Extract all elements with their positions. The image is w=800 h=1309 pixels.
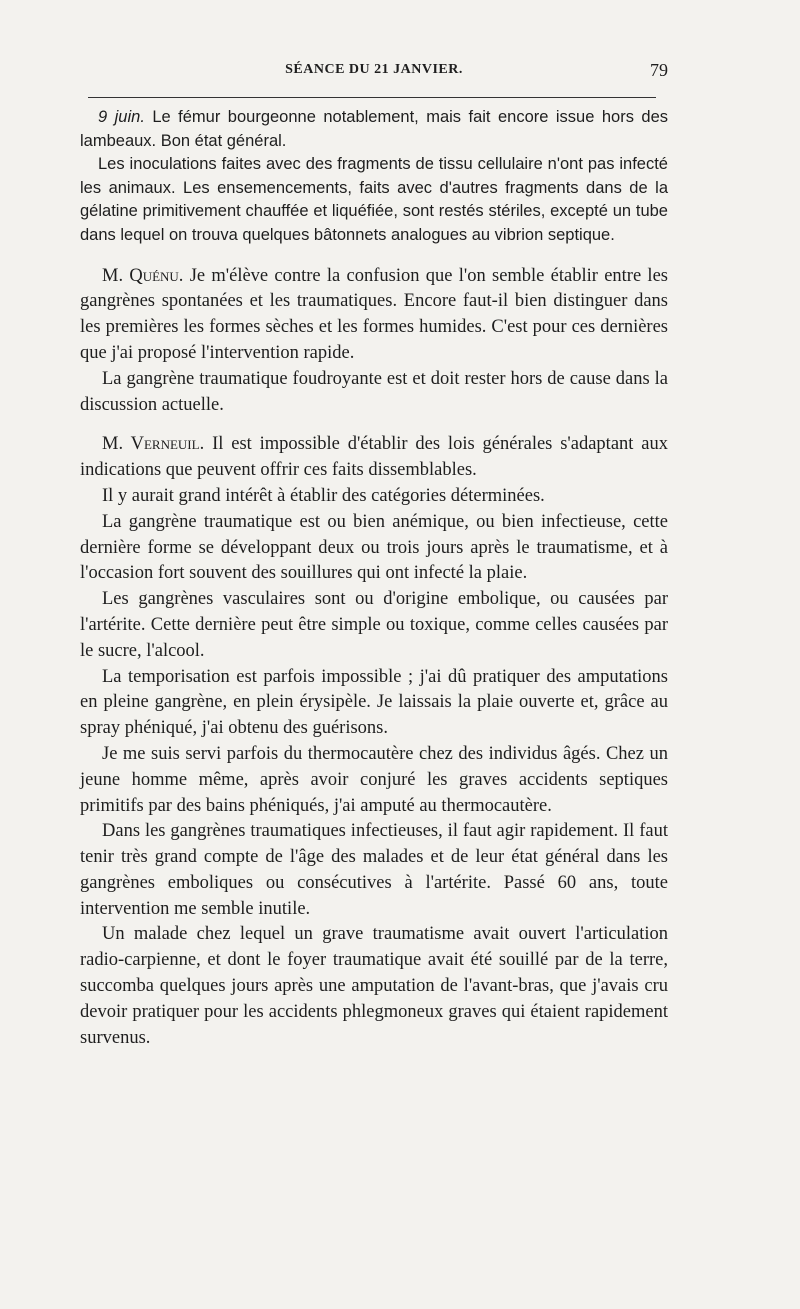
observation-paragraph [80, 106, 668, 153]
quenu-paragraph-1 [80, 264, 668, 367]
verneuil-paragraph-7: Dans les gangrènes traumatiques infectieuses, il faut agir rapidement. Il faut tenir très grand compte de l'âge des malades et de leur état général dans les gangrènes emboliques ou consécutives à l'artérite. Passé 60 ans, toute intervention me semble inutile. [80, 821, 668, 919]
verneuil-paragraph-2: Il y aurait grand intérêt à établir des catégories déterminées. [102, 485, 545, 506]
verneuil-text-1: Il est impossible d'établir des lois générales s'adaptant aux indications que peuvent offrir ces faits dissemblables. [80, 434, 669, 481]
verneuil-paragraph-5: La temporisation est parfois impossible ; j'ai dû pratiquer des amputations en pleine gangrène, en plein érysipèle. Je laissais la plaie ouverte et, grâce au spray phéniqué, j'ai obtenu des guérisons. [80, 666, 668, 739]
header-rule [88, 97, 656, 98]
observation-date: 9 juin. [98, 108, 145, 126]
verneuil-paragraph-6: Je me suis servi parfois du thermocautère chez des individus âgés. Chez un jeune homme même, après avoir conjuré les graves accidents septiques primitifs par des bains phéniqués, j'ai amputé au thermocautère. [80, 743, 668, 816]
verneuil-paragraph-3: La gangrène traumatique est ou bien anémique, ou bien infectieuse, cette dernière forme se développant deux ou trois jours après le traumatisme, et à l'occasion fort souvent des souillures qui ont infecté la plaie. [80, 511, 668, 584]
quenu-paragraph-2: La gangrène traumatique foudroyante est et doit rester hors de cause dans la discussion actuelle. [80, 368, 668, 415]
verneuil-paragraph-8: Un malade chez lequel un grave traumatisme avait ouvert l'articulation radio-carpienne, et dont le foyer traumatique avait été souillé par de la terre, succomba quelques jours après une amputation de l'avant-bras, que j'avais cru devoir pratiquer pour les accidents phlegmoneux graves qui étaient rapidement survenus. [80, 924, 668, 1048]
speaker-verneuil: M. Verneuil. [102, 434, 205, 455]
page-header [80, 62, 668, 90]
observation-text: Le fémur bourgeonne notablement, mais fait encore issue hors des lambeaux. Bon état général. [80, 108, 668, 150]
running-title: SÉANCE DU 21 JANVIER. [285, 62, 463, 77]
speaker-quenu: M. Quénu. [102, 265, 184, 286]
verneuil-speech [80, 432, 668, 1051]
verneuil-paragraph-4: Les gangrènes vasculaires sont ou d'origine embolique, ou causées par l'artérite. Cette dernière peut être simple ou toxique, comme celles causées par le sucre, l'alcool. [80, 589, 668, 661]
quenu-speech [80, 264, 668, 419]
observation-section [80, 106, 668, 248]
verneuil-paragraph-1 [80, 432, 668, 484]
page-number: 79 [650, 60, 668, 80]
inoculation-paragraph: Les inoculations faites avec des fragments de tissu cellulaire n'ont pas infecté les animaux. Les ensemencements, faits avec d'autres fragments dans de la gélatine primitivement chauffée et liquéfiée, sont restés stériles, excepté un tube dans lequel on trouva quelques bâtonnets analogues au vibrion septique. [80, 155, 668, 244]
page-body [80, 106, 668, 1051]
quenu-text-1: Je m'élève contre la confusion que l'on semble établir entre les gangrènes spontanées et les traumatiques. Encore faut-il bien distinguer dans les premières les formes sèches et les formes humides. C'est pour ces dernières que j'ai proposé l'intervention rapide. [80, 265, 668, 363]
